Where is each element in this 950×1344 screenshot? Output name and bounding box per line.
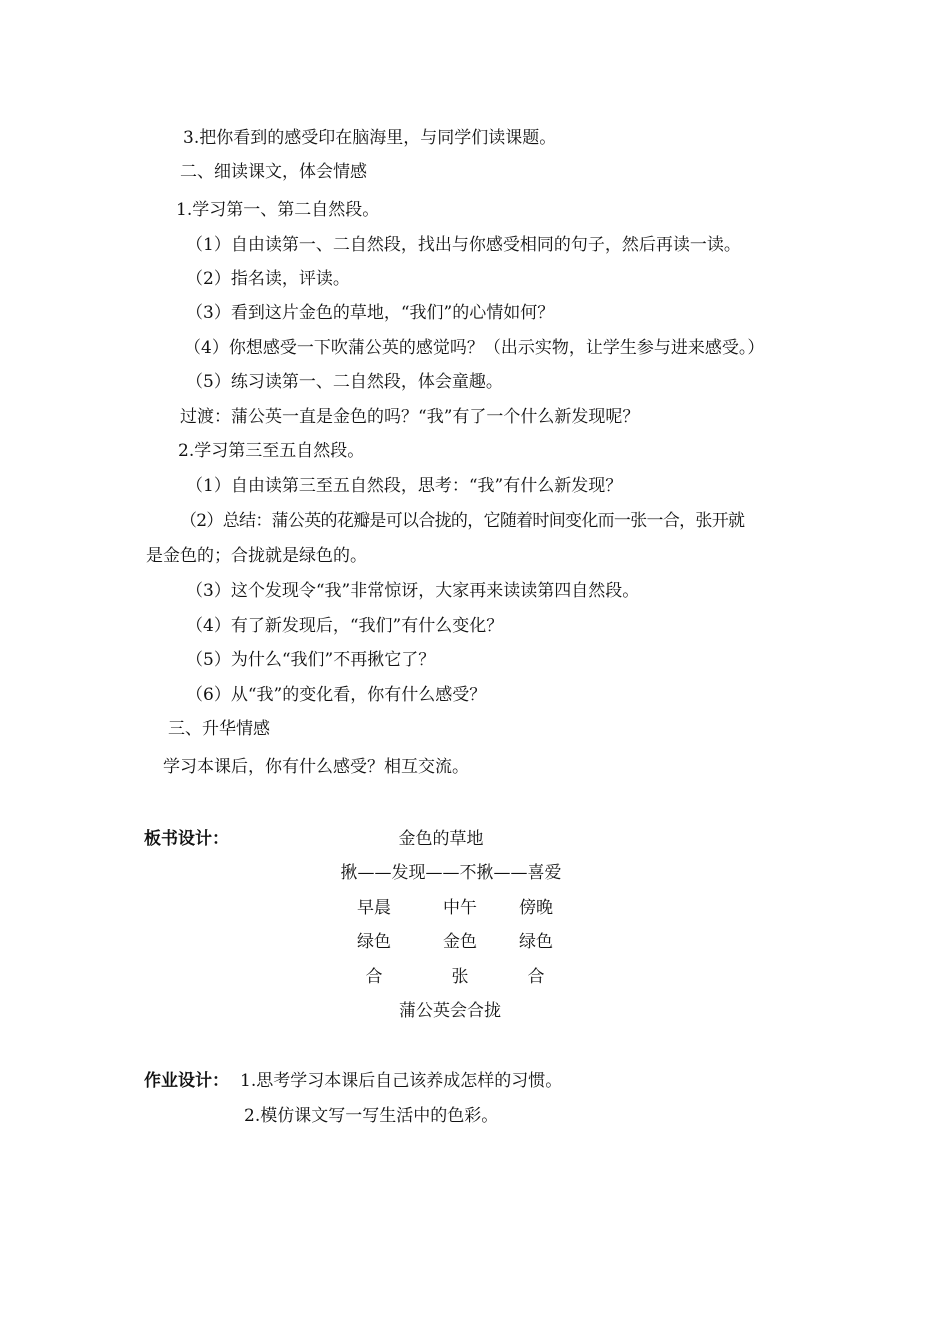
board-time: 中午 — [443, 898, 477, 918]
lesson-line: （6）从“我”的变化看，你有什么感受？ — [186, 685, 487, 705]
lesson-line: （3）看到这片金色的草地，“我们”的心情如何？ — [186, 303, 555, 323]
board-color: 绿色 — [519, 932, 553, 952]
board-color: 金色 — [443, 932, 477, 952]
board-time: 傍晚 — [519, 898, 553, 918]
section-heading: 三、升华情感 — [168, 719, 270, 739]
board-state: 合 — [365, 967, 383, 987]
lesson-line: （2）指名读，评读。 — [186, 269, 350, 289]
board-conclusion: 蒲公英会合拢 — [399, 1001, 501, 1021]
lesson-line: 2.学习第三至五自然段。 — [178, 441, 365, 461]
board-time: 早晨 — [357, 898, 391, 918]
lesson-line: （5）练习读第一、二自然段，体会童趣。 — [186, 372, 503, 392]
board-state: 张 — [451, 967, 469, 987]
board-title: 金色的草地 — [398, 829, 484, 849]
board-flow: 揪——发现——不揪——喜爱 — [340, 863, 562, 883]
lesson-line: （2）总结：蒲公英的花瓣是可以合拢的，它随着时间变化而一张一合，张开就 — [180, 511, 745, 531]
lesson-line: 3.把你看到的感受印在脑海里，与同学们读课题。 — [183, 128, 557, 148]
homework-item: 2.模仿课文写一写生活中的色彩。 — [244, 1106, 499, 1126]
lesson-line: （3）这个发现令“我”非常惊讶，大家再来读读第四自然段。 — [186, 581, 640, 601]
lesson-line: 学习本课后，你有什么感受？相互交流。 — [163, 757, 469, 777]
homework-label: 作业设计： — [144, 1071, 229, 1091]
section-heading: 二、细读课文，体会情感 — [180, 162, 367, 182]
board-color: 绿色 — [357, 932, 391, 952]
homework-item: 1.思考学习本课后自己该养成怎样的习惯。 — [240, 1071, 563, 1091]
board-state: 合 — [527, 967, 545, 987]
lesson-line: （4）有了新发现后，“我们”有什么变化？ — [186, 616, 504, 636]
lesson-line: （4）你想感受一下吹蒲公英的感觉吗？（出示实物，让学生参与进来感受。） — [184, 338, 765, 358]
board-design-label: 板书设计： — [144, 829, 229, 849]
lesson-line: （5）为什么“我们”不再揪它了？ — [186, 650, 436, 670]
lesson-line: 过渡：蒲公英一直是金色的吗？“我”有了一个什么新发现呢？ — [180, 407, 640, 427]
lesson-line: 1.学习第一、第二自然段。 — [176, 200, 380, 220]
lesson-line: （1）自由读第三至五自然段，思考：“我”有什么新发现？ — [186, 476, 623, 496]
lesson-line: （1）自由读第一、二自然段，找出与你感受相同的句子，然后再读一读。 — [186, 235, 741, 255]
lesson-line: 是金色的；合拢就是绿色的。 — [146, 546, 367, 566]
